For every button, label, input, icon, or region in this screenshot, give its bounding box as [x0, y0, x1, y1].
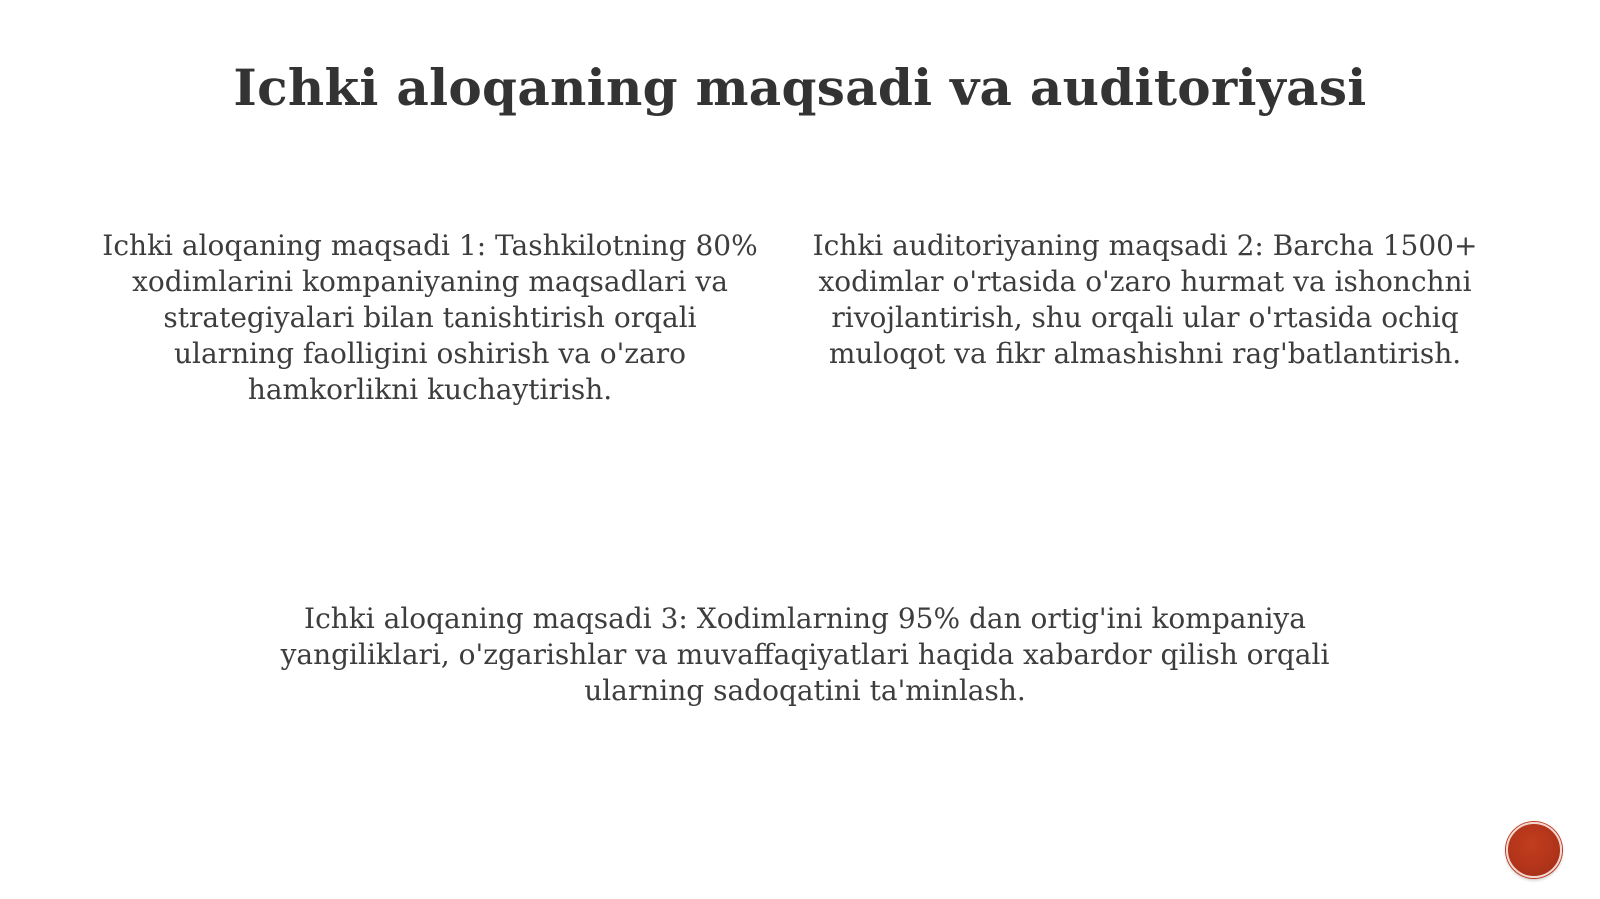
- goal-1-text: Ichki aloqaning maqsadi 1: Tashkilotning 80% xodimlarini kompaniyaning maqsadlari va strategiyalari bilan tanishtirish orqali ularning faolligini oshirish va o'zaro hamkorlikni kuchaytirish.: [102, 229, 758, 406]
- goal-2-text: Ichki auditoriyaning maqsadi 2: Barcha 1500+ xodimlar o'rtasida o'zaro hurmat va ishonchni rivojlantirish, shu orqali ular o'rtasida ochiq muloqot va fikr almashishni rag'batlantirish.: [812, 229, 1478, 370]
- slide-title: Ichki aloqaning maqsadi va auditoriyasi: [233, 58, 1367, 117]
- slide-badge-circle-icon[interactable]: [1506, 822, 1562, 878]
- goal-3-text: Ichki aloqaning maqsadi 3: Xodimlarning 95% dan ortig'ini kompaniya yangiliklari, o'zgarishlar va muvaffaqiyatlari haqida xabardor qilish orqali ularning sadoqatini ta'minlash.: [280, 602, 1330, 707]
